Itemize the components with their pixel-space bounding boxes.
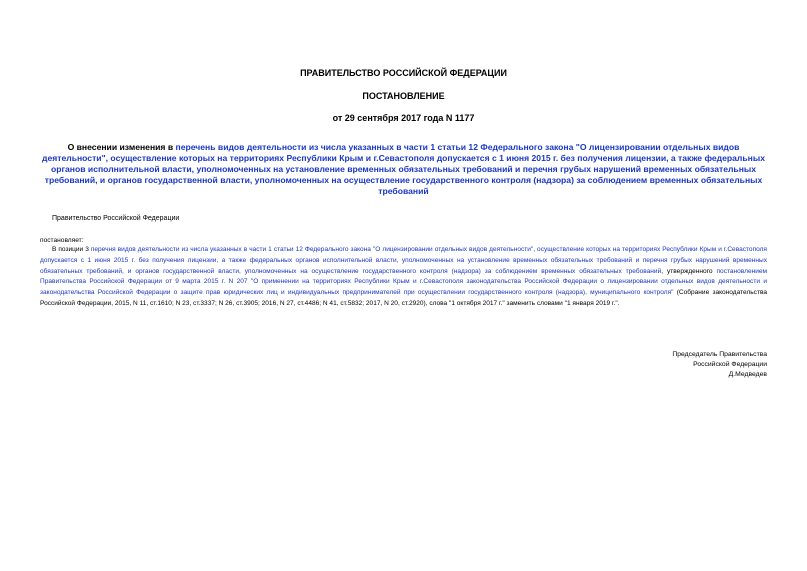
title-list-link[interactable]: перечень видов деятельности из числа указанных в части 1 статьи 12 Федерального закона "О лицензировании отдельных видов деятельности", осуществление которых на территориях Республики Крым и г.Севастополя допускается с 1 июня 2015 г. без получения лицензии, а также федеральных органов исполнительной власти, уполномоченных на установление временных обязательных требований и перечня грубых нарушений временных обязательных требований, и органов государственной власти, уполномоченных на осуществление государственного контроля (надзора) за соблюдением временных обязательных требований — [42, 142, 765, 196]
document-type-heading: ПОСТАНОВЛЕНИЕ — [362, 91, 445, 101]
document-date-number: от 29 сентября 2017 года N 1177 — [332, 113, 475, 123]
title-prefix: О внесении изменения в — [67, 142, 176, 152]
signature-name: Д.Медведев — [728, 371, 767, 378]
government-name: Правительство Российской Федерации — [52, 215, 180, 222]
decree-link[interactable]: постановлением Правительства Российской Федерации от 9 марта 2015 г. N 207 "О применении на территориях Республики Крым и г.Севастополя законодательства Российской Федерации о лицензировании отдельных видов деятельности и законодательства Российской Федерации о защите прав юридических лиц и индивидуальных предпринимателей при осуществлении государственного контроля (надзора), муниципального контроля" — [40, 267, 768, 297]
paragraph-middle: , утвержденного — [661, 267, 717, 275]
signature-block — [672, 350, 767, 380]
signature-organization: Российской Федерации — [693, 361, 767, 368]
signature-position: Председатель Правительства — [672, 351, 767, 358]
resolves-label: постановляет: — [40, 237, 84, 244]
paragraph-end: (Собрание законодательства Российской Федерации, 2015, N 11, ст.1610; N 23, ст.3337; N 26, ст.3905; 2016, N 27, ст.4486; N 41, ст.5832; 2017, N 20, ст.2920), слова "1 октября 2017 г." заменить словами "1 января 2019 г.". — [40, 289, 767, 307]
list-link[interactable]: перечня видов деятельности из числа указанных в части 1 статьи 12 Федерального закона "О лицензировании отдельных видов деятельности", осуществление которых на территориях Республики Крым и г.Севастополя допускается с 1 июня 2015 г. без получения лицензии, а также федеральных органов исполнительной власти, уполномоченных на установление временных обязательных требований и перечня грубых нарушений временных обязательных требований, и органов государственной власти, уполномоченных на осуществление государственного контроля (надзора) за соблюдением временных обязательных требований — [40, 246, 767, 275]
paragraph-start: В позиции 3 — [52, 246, 91, 253]
government-heading: ПРАВИТЕЛЬСТВО РОССИЙСКОЙ ФЕДЕРАЦИИ — [300, 68, 507, 78]
body-paragraph — [40, 245, 767, 310]
document-title — [40, 142, 767, 197]
